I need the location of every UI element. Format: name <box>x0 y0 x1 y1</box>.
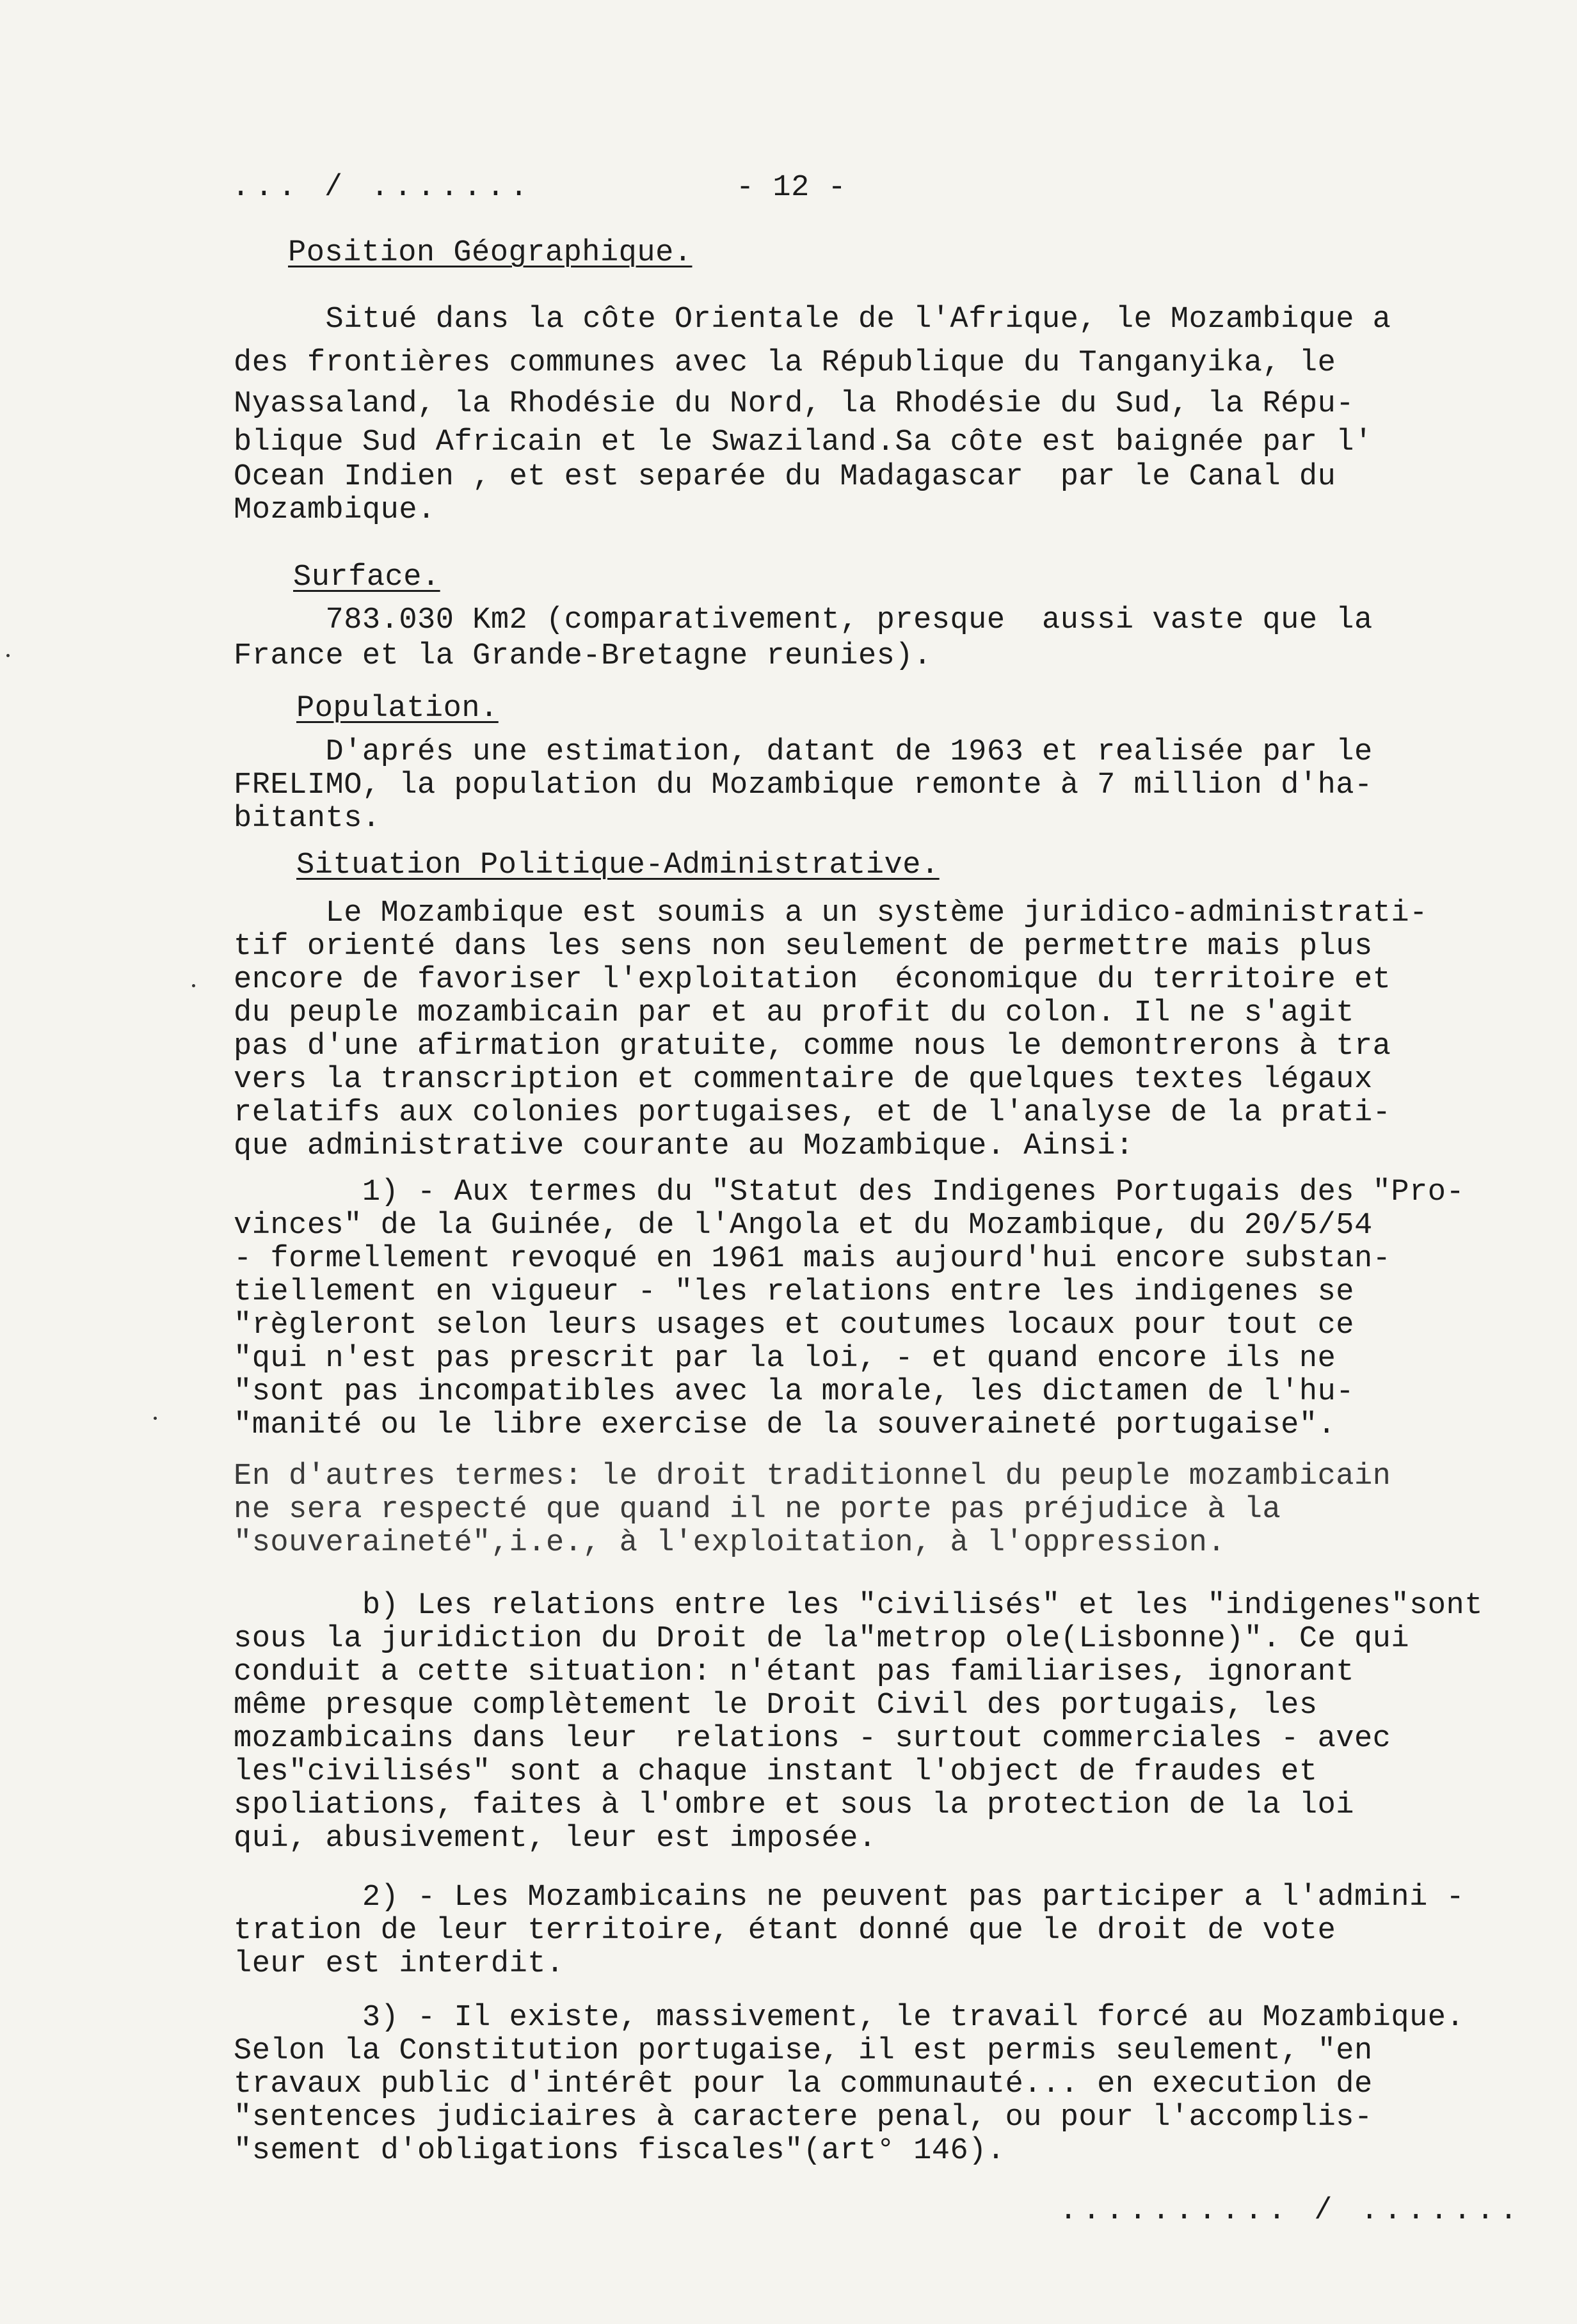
text-line: vinces" de la Guinée, de l'Angola et du Mozambique, du 20/5/54 <box>234 1209 1373 1243</box>
scan-speck <box>192 984 195 987</box>
text-line: 3) - Il existe, massivement, le travail forcé au Mozambique. <box>234 2001 1465 2035</box>
heading-position-geographique: Position Géographique. <box>288 236 692 270</box>
text-line: "sentences judiciaires à caractere penal, ou pour l'accomplis- <box>234 2101 1373 2135</box>
text-line: conduit a cette situation: n'étant pas familiarises, ignorant <box>234 1655 1354 1689</box>
text-line: encore de favoriser l'exploitation économique du territoire et <box>234 963 1391 997</box>
text-line: sous la juridiction du Droit de la"metrop ole(Lisbonne)". Ce qui <box>234 1622 1410 1656</box>
text-line: 2) - Les Mozambicains ne peuvent pas participer a l'admini - <box>234 1881 1465 1914</box>
text-line: vers la transcription et commentaire de quelques textes légaux <box>234 1063 1373 1097</box>
text-line: "règleront selon leurs usages et coutumes locaux pour tout ce <box>234 1309 1354 1342</box>
text-line: des frontières communes avec la République du Tanganyika, le <box>234 346 1336 380</box>
page-header-continuation: ... / ....... <box>232 171 533 205</box>
text-line: Le Mozambique est soumis a un système juridico-administrati- <box>234 896 1428 930</box>
scan-speck <box>6 654 10 657</box>
text-line: les"civilisés" sont a chaque instant l'object de fraudes et <box>234 1755 1318 1789</box>
text-line: tif orienté dans les sens non seulement de permettre mais plus <box>234 930 1373 964</box>
text-line: "sont pas incompatibles avec la morale, les dictamen de l'hu- <box>234 1375 1354 1409</box>
text-line: "qui n'est pas prescrit par la loi, - et quand encore ils ne <box>234 1342 1336 1376</box>
text-line: "manité ou le libre exercise de la souveraineté portugaise". <box>234 1408 1336 1442</box>
text-line: 1) - Aux termes du "Statut des Indigenes Portugais des "Pro- <box>234 1175 1465 1209</box>
text-line: travaux public d'intérêt pour la communauté... en execution de <box>234 2067 1373 2101</box>
text-line: - formellement revoqué en 1961 mais aujourd'hui encore substan- <box>234 1242 1391 1276</box>
text-line: blique Sud Africain et le Swaziland.Sa côte est baignée par l' <box>234 426 1373 459</box>
scan-speck <box>154 1417 157 1420</box>
text-line: pas d'une afirmation gratuite, comme nous le demontrerons à tra <box>234 1030 1391 1063</box>
text-line: Ocean Indien , et est separée du Madagascar par le Canal du <box>234 460 1336 494</box>
text-line: spoliations, faites à l'ombre et sous la protection de la loi <box>234 1788 1354 1822</box>
text-line: relatifs aux colonies portugaises, et de l'analyse de la prati- <box>234 1096 1391 1130</box>
heading-surface: Surface. <box>293 561 440 594</box>
text-line: FRELIMO, la population du Mozambique remonte à 7 million d'ha- <box>234 768 1373 802</box>
text-line: bitants. <box>234 802 381 836</box>
text-line: même presque complètement le Droit Civil des portugais, les <box>234 1689 1318 1723</box>
paragraph-item-3 <box>234 2001 1465 2168</box>
text-line: que administrative courante au Mozambique. Ainsi: <box>234 1129 1134 1163</box>
text-line: leur est interdit. <box>234 1947 564 1981</box>
page-number: - 12 - <box>736 171 847 205</box>
text-line: ne sera respecté que quand il ne porte pas préjudice à la <box>234 1493 1281 1527</box>
text-line: 783.030 Km2 (comparativement, presque aussi vaste que la <box>234 603 1373 637</box>
text-line: "sement d'obligations fiscales"(art° 146). <box>234 2134 1005 2168</box>
text-line: Mozambique. <box>234 493 436 527</box>
paragraph-politique-intro <box>234 897 1462 1163</box>
footer-continuation: .......... / ....... <box>1059 2194 1523 2228</box>
text-line: qui, abusivement, leur est imposée. <box>234 1822 877 1856</box>
paragraph-geographie <box>234 297 1462 527</box>
text-line: Nyassaland, la Rhodésie du Nord, la Rhodésie du Sud, la Répu- <box>234 387 1354 421</box>
heading-population: Population. <box>296 692 499 726</box>
paragraph-item-2 <box>234 1881 1465 1981</box>
text-line: "souveraineté",i.e., à l'exploitation, à l'oppression. <box>234 1526 1226 1560</box>
paragraph-surface <box>234 601 1462 673</box>
text-line: En d'autres termes: le droit traditionnel du peuple mozambicain <box>234 1460 1391 1493</box>
paragraph-item-b <box>234 1589 1483 1856</box>
text-line: tiellement en vigueur - "les relations entre les indigenes se <box>234 1275 1354 1309</box>
paragraph-item-1 <box>234 1175 1465 1442</box>
text-line: mozambicains dans leur relations - surtout commerciales - avec <box>234 1722 1391 1756</box>
text-line: D'aprés une estimation, datant de 1963 et realisée par le <box>234 735 1373 769</box>
text-line: Situé dans la côte Orientale de l'Afrique, le Mozambique a <box>234 303 1391 337</box>
paragraph-commentary <box>234 1460 1462 1560</box>
text-line: Selon la Constitution portugaise, il est permis seulement, "en <box>234 2034 1373 2068</box>
paragraph-population <box>234 736 1462 836</box>
text-line: b) Les relations entre les "civilisés" et les "indigenes"sont <box>234 1589 1483 1623</box>
text-line: tration de leur territoire, étant donné que le droit de vote <box>234 1914 1336 1948</box>
text-line: France et la Grande-Bretagne reunies). <box>234 639 932 673</box>
text-line: du peuple mozambicain par et au profit du colon. Il ne s'agit <box>234 996 1354 1030</box>
heading-situation-politique: Situation Politique-Administrative. <box>296 848 940 882</box>
